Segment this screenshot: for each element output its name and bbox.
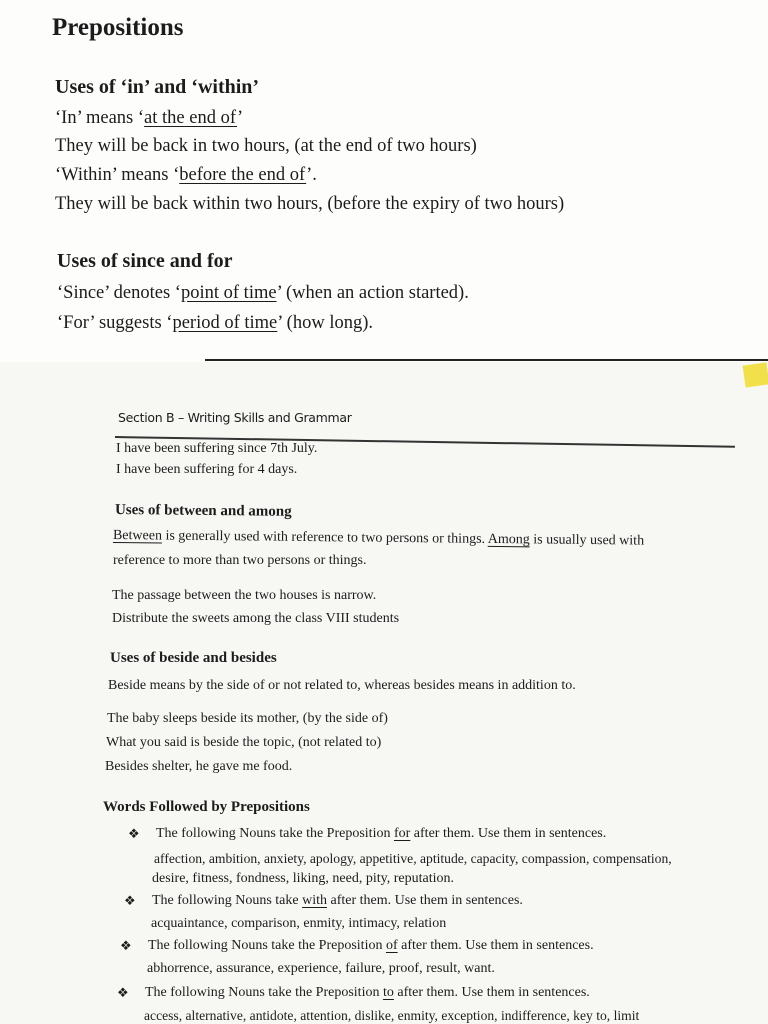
bullet-of-instruction: The following Nouns take the Preposition of after them. Use them in sentences. <box>148 938 594 953</box>
page-divider <box>205 359 768 361</box>
among-example: Distribute the sweets among the class VIII students <box>112 611 400 626</box>
within-definition: ‘Within’ means ‘before the end of’. <box>55 165 317 185</box>
between-among-heading: Uses of between and among <box>114 502 292 520</box>
within-example: They will be back within two hours, (before the expiry of two hours) <box>55 194 565 214</box>
words-followed-heading: Words Followed by Prepositions <box>103 799 310 815</box>
beside-besides-heading: Uses of beside and besides <box>110 650 277 666</box>
bullet-icon: ❖ <box>120 938 132 953</box>
in-definition: ‘In’ means ‘at the end of’ <box>55 108 244 128</box>
bullet-with-words: acquaintance, comparison, enmity, intimacy, relation <box>151 916 447 931</box>
beside-example-2: What you said is beside the topic, (not related to) <box>106 735 382 750</box>
prep-of: of <box>385 938 398 953</box>
bullet-for-words-1: affection, ambition, anxiety, apology, appetitive, aptitude, capacity, compassion, compensation, <box>154 851 672 866</box>
in-term: at the end of <box>144 108 238 128</box>
prep-for: for <box>393 826 411 841</box>
since-definition: ‘Since’ denotes ‘point of time’ (when an action started). <box>57 283 469 303</box>
beside-example-1: The baby sleeps beside its mother, (by the side of) <box>107 711 388 726</box>
bullet-to-instruction: The following Nouns take the Preposition to after them. Use them in sentences. <box>145 985 590 1000</box>
sticky-note-tab <box>743 362 768 387</box>
besides-example: Besides shelter, he gave me food. <box>105 759 293 774</box>
section-header: Section B – Writing Skills and Grammar <box>118 410 352 425</box>
prep-to: to <box>382 985 394 1000</box>
bullet-for-instruction: The following Nouns take the Preposition for after them. Use them in sentences. <box>156 826 607 841</box>
bullet-to-words: access, alternative, antidote, attention, dislike, enmity, exception, indifference, key to, limit <box>144 1008 640 1023</box>
bullet-of-words: abhorrence, assurance, experience, failure, proof, result, want. <box>147 961 495 976</box>
bullet-with-instruction: The following Nouns take with after them. Use them in sentences. <box>152 893 523 908</box>
page-title: Prepositions <box>52 14 184 41</box>
since-example: I have been suffering since 7th July. <box>116 441 318 456</box>
beside-besides-rule: Beside means by the side of or not related to, whereas besides means in addition to. <box>108 678 576 693</box>
for-term: period of time <box>172 313 278 333</box>
within-term: before the end of <box>179 165 307 185</box>
bullet-for-words-2: desire, fitness, fondness, liking, need, pity, reputation. <box>152 871 454 886</box>
for-example: I have been suffering for 4 days. <box>116 462 298 477</box>
prep-with: with <box>302 893 327 908</box>
since-term: point of time <box>180 283 277 303</box>
between-word: Between <box>112 528 163 544</box>
bullet-icon: ❖ <box>117 985 129 1000</box>
between-example: The passage between the two houses is narrow. <box>112 588 377 603</box>
since-for-heading: Uses of since and for <box>57 250 233 272</box>
between-among-rule-cont: reference to more than two persons or things. <box>113 553 367 568</box>
bullet-icon: ❖ <box>124 893 136 908</box>
in-example: They will be back in two hours, (at the end of two hours) <box>55 136 477 156</box>
bullet-icon: ❖ <box>128 826 140 841</box>
in-within-heading: Uses of ‘in’ and ‘within’ <box>55 76 260 98</box>
among-word: Among <box>487 531 530 548</box>
between-among-rule: Between is generally used with reference to two persons or things. Among is usually used with <box>112 528 645 549</box>
for-definition: ‘For’ suggests ‘period of time’ (how long). <box>57 313 373 333</box>
